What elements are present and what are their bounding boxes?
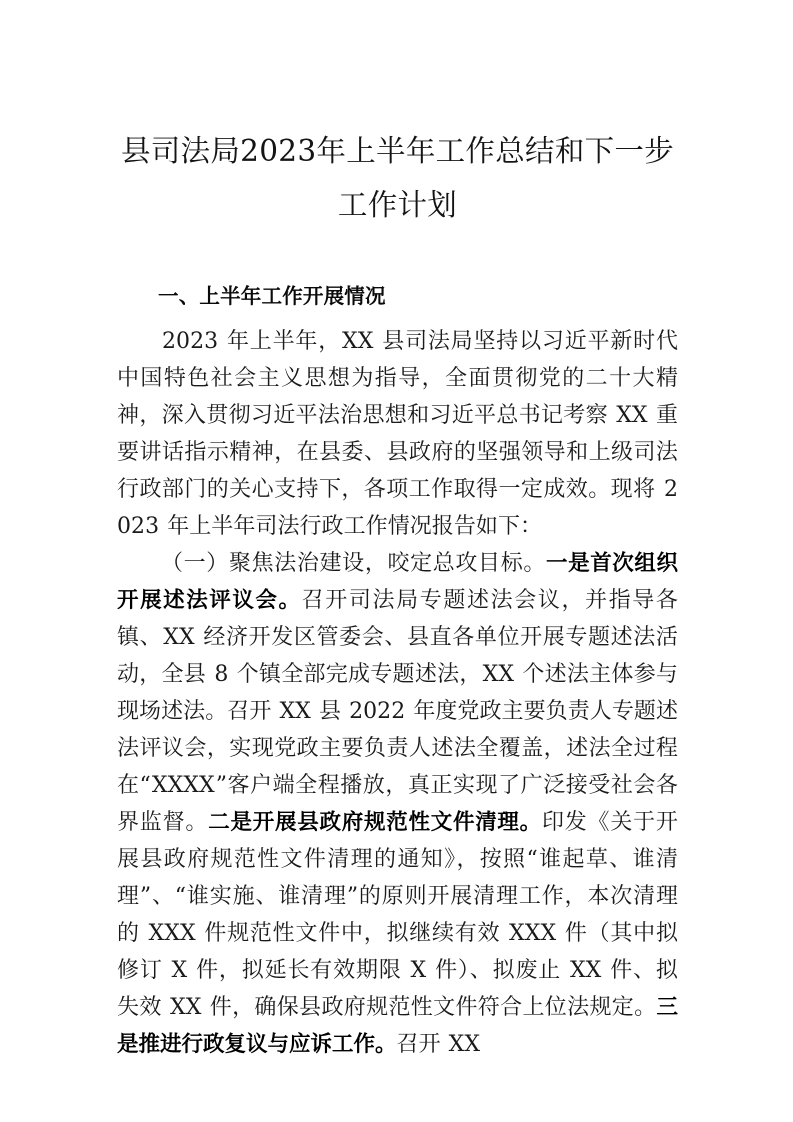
paragraph-item-1 bbox=[117, 545, 678, 1063]
latin-run: XXX bbox=[148, 921, 196, 946]
text-run: （一）聚焦法治建设，咬定总攻目标。 bbox=[161, 551, 546, 576]
latin-run: XX bbox=[482, 662, 515, 687]
section-heading-1: 一、上半年工作开展情况 bbox=[158, 284, 386, 308]
latin-run: 2023 bbox=[117, 477, 678, 539]
latin-run: XXX bbox=[509, 921, 557, 946]
latin-run: XX bbox=[616, 403, 648, 428]
latin-run: XX bbox=[448, 1032, 481, 1057]
text-run: 印发《关于开展县政府规范性文件清理的通知》，按照“谁起草、谁清理”、“谁实施、谁清理”的原则开展清理工作，本次清理的 XXX 件规范性文件中，拟继续有效 XXX 件（其中拟修订 X 件，拟延长有效期限 X 件）、拟废止 XX 件、拟失效 XX 件，确保县政府规范性文件符合上位法规定。 bbox=[117, 810, 678, 1020]
latin-run: X bbox=[171, 958, 188, 983]
latin-run: XXXX bbox=[151, 773, 215, 798]
page-title: 县司法局2023年上半年工作总结和下一步工作计划 bbox=[120, 134, 675, 222]
document-body bbox=[117, 0, 678, 1063]
latin-run: XX bbox=[279, 699, 311, 724]
text-run: 2023 年上半年，XX 县司法局坚持以习近平新时代中国特色社会主义思想为指导，全面贯彻党的二十大精神，深入贯彻习近平法治思想和习近平总书记考察 XX 重要讲话指示精神，在县委、县政府的坚强领导和上级司法行政部门的关心支持下，各项工作取得一定成效。现将 2023 年上半年司法行政工作情况报告如下： bbox=[117, 329, 678, 539]
text-run: 召开 XX bbox=[396, 1032, 481, 1057]
latin-run: XX bbox=[569, 958, 602, 983]
latin-run: 8 bbox=[214, 662, 229, 687]
emphasis-run: 一是首次组织开展述法评议会。 bbox=[117, 551, 678, 613]
text-run: 召开司法局专题述法会议，并指导各镇、XX 经济开发区管委会、县直各单位开展专题述法活动，全县 8 个镇全部完成专题述法，XX 个述法主体参与现场述法。召开 XX 县 2022 年度党政主要负责人专题述法评议会，实现党政主要负责人述法全覆盖，述法全过程在“XXXX”客户端全程播放，真正实现了广泛接受社会各界监督。 bbox=[117, 588, 678, 835]
latin-run: X bbox=[410, 958, 427, 983]
emphasis-run: 三是推进行政复议与应诉工作。 bbox=[117, 995, 678, 1057]
latin-run: XX bbox=[163, 625, 195, 650]
latin-run: 2022 bbox=[349, 699, 406, 724]
latin-run: 2023 bbox=[162, 329, 219, 354]
latin-run: XX bbox=[170, 995, 202, 1020]
latin-run: XX bbox=[342, 329, 374, 354]
paragraph-overview bbox=[117, 323, 678, 545]
emphasis-run: 二是开展县政府规范性文件清理。 bbox=[208, 810, 542, 835]
